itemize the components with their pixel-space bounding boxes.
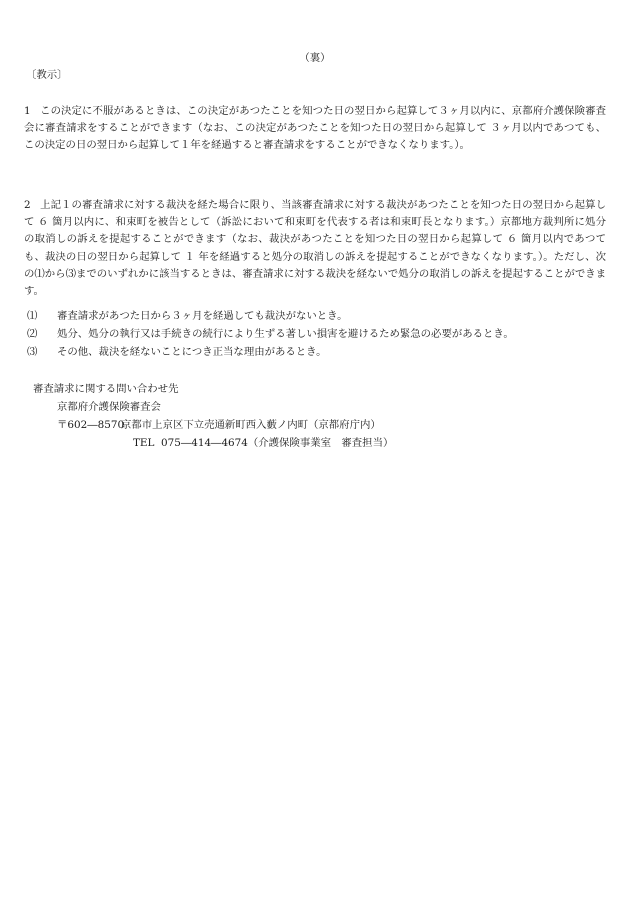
- tel-label: TEL: [133, 437, 155, 449]
- condition-text: その他、裁決を経ないことにつき正当な理由があるとき。: [57, 346, 327, 358]
- contact-organization: 京都府介護保険審査会: [57, 401, 161, 413]
- condition-text: 審査請求があつた日から３ヶ月を経過しても裁決がないとき。: [57, 310, 348, 322]
- contact-tel-line: [33, 435, 393, 453]
- condition-number: ⑵: [27, 328, 38, 340]
- condition-item-1: [27, 308, 607, 325]
- page-side-label: [0, 50, 630, 67]
- postal-code: 〒602―8570: [57, 419, 125, 431]
- paragraph-text: この決定に不服があるときは、この決定があつたことを知つた日の翌日から起算して３ヶ月以内に、京都府介護保険審査会に審査請求をすることができます（なお、この決定があつたことを知つた日の翌日から起算して ３ヶ月以内であつても、この決定の日の翌日から起算して１年を経過すると審査請求をすることができなくなります。）。: [24, 105, 606, 152]
- paragraph-number: 2: [24, 199, 31, 211]
- instruction-paragraph-1: [24, 103, 606, 155]
- condition-number: ⑶: [27, 346, 38, 358]
- contact-heading: 審査請求に関する問い合わせ先: [33, 383, 179, 395]
- side-label-text: （裏）: [299, 52, 331, 64]
- condition-number: ⑴: [27, 310, 38, 322]
- contact-block: [33, 381, 393, 453]
- condition-item-3: [27, 344, 607, 361]
- section-label: 〔教示〕: [26, 69, 68, 81]
- paragraph-number: 1: [24, 105, 31, 117]
- contact-address-line: [33, 417, 393, 435]
- address: 京都市上京区下立売通新町西入藪ノ内町（京都府庁内）: [121, 419, 381, 431]
- paragraph-text: 上記１の審査請求に対する裁決を経た場合に限り、当該審査請求に対する裁決があつたことを知つた日の翌日から起算して ６ 箇月以内に、和束町を被告として（訴訟において和束町を代表する者は和束町長となります。）京都地方裁判所に処分の取消しの訴えを提起することができます（なお、裁決があつたことを知つた日の翌日から起算して ６ 箇月以内であつても、裁決の日の翌日から起算して １ 年を経過すると処分の取消しの訴えを提起することができなくなります。）。ただし、次の⑴から⑶までのいずれかに該当するときは、審査請求に対する裁決を経ないで処分の取消しの訴えを提起することができます。: [24, 199, 606, 298]
- tel-number: 075―414―4674（介護保険事業室 審査担当）: [161, 437, 394, 449]
- condition-item-2: [27, 326, 607, 343]
- condition-text: 処分、処分の執行又は手続きの続行により生ずる著しい損害を避けるため緊急の必要があるとき。: [57, 328, 514, 340]
- instruction-paragraph-2: [24, 197, 606, 300]
